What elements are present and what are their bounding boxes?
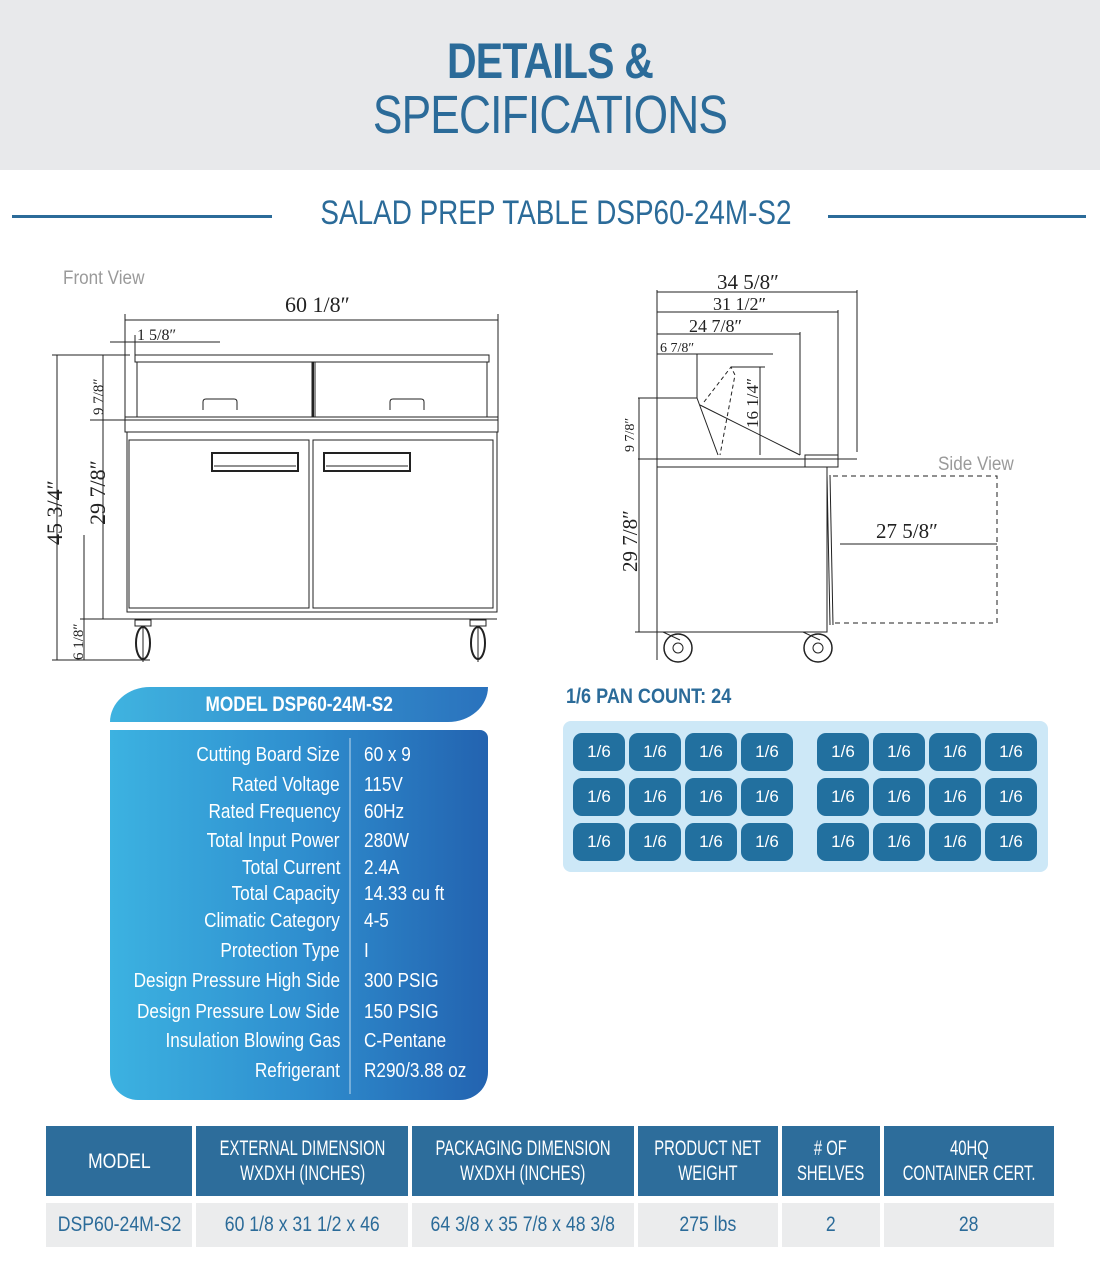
svg-text:60 1/8″: 60 1/8″ (285, 292, 350, 317)
pan-slot: 1/6 (817, 733, 869, 771)
svg-text:9 7/8″: 9 7/8″ (623, 417, 638, 452)
pan-slot: 1/6 (817, 778, 869, 816)
table-cell-packaging-dimension: 64 3/8 x 35 7/8 x 48 3/8 (412, 1203, 634, 1247)
svg-text:9 7/8″: 9 7/8″ (91, 378, 107, 415)
front-view-drawing (0, 280, 560, 680)
table-cell-net-weight: 275 lbs (638, 1203, 778, 1247)
side-view-label: Side View (938, 454, 1014, 475)
pan-slot: 1/6 (873, 778, 925, 816)
svg-text:6 1/8″: 6 1/8″ (71, 623, 87, 660)
pan-slot: 1/6 (817, 823, 869, 861)
pan-slot: 1/6 (929, 778, 981, 816)
pan-slot: 1/6 (873, 823, 925, 861)
svg-text:34 5/8″: 34 5/8″ (717, 270, 779, 294)
spec-row: Climatic Category 4-5 (204, 910, 389, 932)
pan-slot: 1/6 (685, 733, 737, 771)
pan-slot: 1/6 (985, 778, 1037, 816)
svg-text:27 5/8″: 27 5/8″ (876, 519, 938, 543)
pan-slot: 1/6 (629, 733, 681, 771)
pan-slot: 1/6 (573, 823, 625, 861)
svg-text:16 1/4″: 16 1/4″ (743, 377, 762, 428)
table-cell-model: DSP60-24M-S2 (46, 1203, 192, 1247)
spec-row: Total Capacity 14.33 cu ft (231, 883, 445, 905)
pan-slot: 1/6 (741, 823, 793, 861)
pan-slot: 1/6 (685, 778, 737, 816)
svg-text:29 7/8″: 29 7/8″ (85, 460, 110, 525)
pan-slot: 1/6 (741, 778, 793, 816)
pan-slot: 1/6 (929, 823, 981, 861)
table-header-cell: PRODUCT NET WEIGHT (638, 1126, 778, 1196)
table-header-cell: MODEL (46, 1126, 192, 1196)
spec-row: Rated Frequency 60Hz (208, 801, 405, 823)
spec-row: Refrigerant R290/3.88 oz (254, 1060, 467, 1082)
pan-slot: 1/6 (741, 733, 793, 771)
pan-slot: 1/6 (985, 823, 1037, 861)
product-subtitle: SALAD PREP TABLE DSP60-24M-S2 (320, 194, 792, 232)
spec-row: Rated Voltage 115V (231, 774, 403, 796)
svg-text:1 5/8″: 1 5/8″ (137, 327, 177, 344)
product-subtitle-row (0, 194, 1100, 238)
spec-row: Total Input Power 280W (207, 830, 409, 852)
svg-text:6 7/8″: 6 7/8″ (660, 341, 695, 356)
spec-panel-title: MODEL DSP60-24M-S2 (110, 687, 488, 722)
svg-text:45 3/4″: 45 3/4″ (42, 480, 67, 545)
page-title-line1: DETAILS & (447, 33, 653, 89)
svg-text:31 1/2″: 31 1/2″ (713, 294, 766, 314)
pan-slot: 1/6 (985, 733, 1037, 771)
svg-text:24 7/8″: 24 7/8″ (689, 316, 742, 336)
table-header-cell: # OF SHELVES (782, 1126, 880, 1196)
pan-slot: 1/6 (629, 823, 681, 861)
pan-slot: 1/6 (929, 733, 981, 771)
spec-row: Total Current 2.4A (241, 857, 400, 879)
pan-slot: 1/6 (685, 823, 737, 861)
spec-row: Cutting Board Size 60 x 9 (196, 744, 411, 766)
hero-banner (0, 0, 1100, 170)
divider-right (828, 215, 1086, 218)
table-header-cell: EXTERNAL DIMENSION WXDXH (INCHES) (196, 1126, 408, 1196)
table-cell-container-cert: 28 (884, 1203, 1054, 1247)
divider-left (12, 215, 272, 218)
page-title-line2: SPECIFICATIONS (372, 85, 728, 145)
pan-slot: 1/6 (573, 778, 625, 816)
table-header-cell: PACKAGING DIMENSION WXDXH (INCHES) (412, 1126, 634, 1196)
pan-slot: 1/6 (873, 733, 925, 771)
spec-row: Protection Type I (220, 940, 369, 962)
spec-row: Design Pressure High Side 300 PSIG (133, 970, 439, 992)
table-cell-shelves: 2 (782, 1203, 880, 1247)
side-view-drawing (580, 265, 1100, 675)
pan-count-title: 1/6 PAN COUNT: 24 (566, 685, 732, 708)
pan-slot: 1/6 (629, 778, 681, 816)
spec-row: Design Pressure Low Side 150 PSIG (137, 1001, 439, 1023)
pan-slot: 1/6 (573, 733, 625, 771)
spec-panel (110, 730, 488, 1100)
pan-grid (563, 721, 1048, 872)
table-header-cell: 40HQ CONTAINER CERT. (884, 1126, 1054, 1196)
svg-text:29 7/8″: 29 7/8″ (618, 510, 642, 572)
front-view-label: Front View (63, 268, 145, 289)
spec-row: Insulation Blowing Gas C-Pentane (165, 1030, 447, 1052)
table-cell-external-dimension: 60 1/8 x 31 1/2 x 46 (196, 1203, 408, 1247)
